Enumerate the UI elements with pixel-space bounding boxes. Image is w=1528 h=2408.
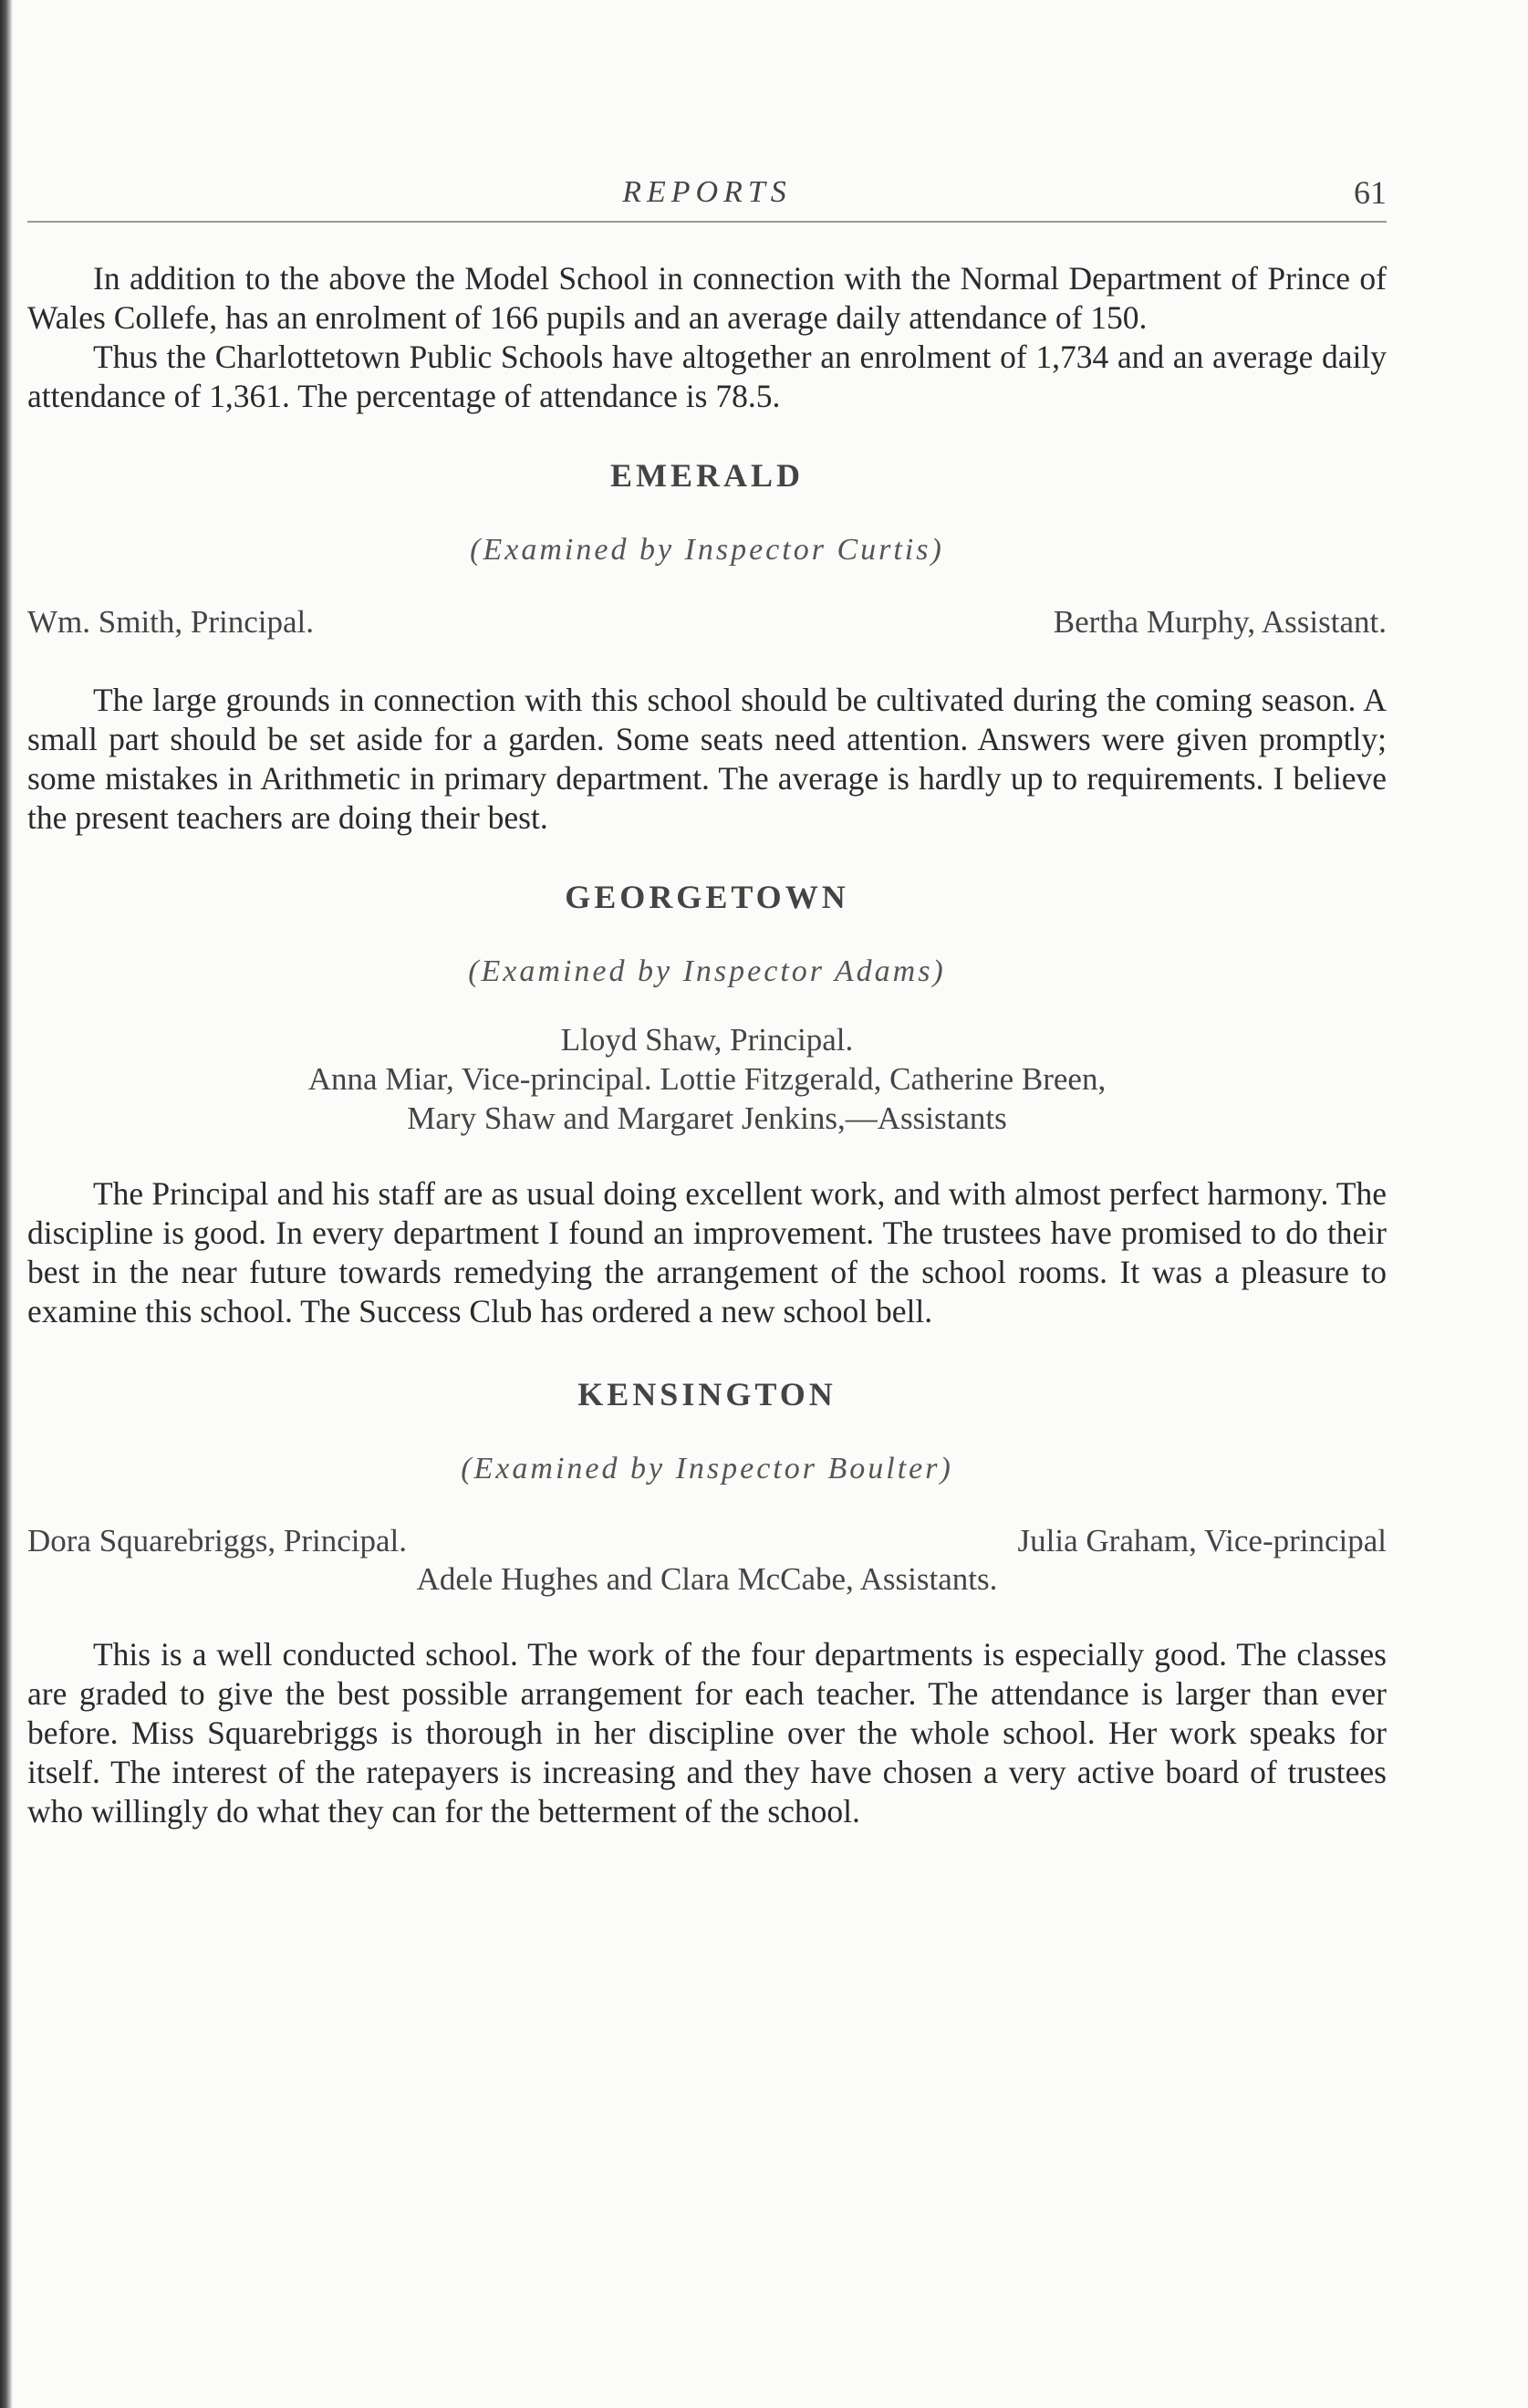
section-body: This is a well conducted school. The work of the four departments is especially good. The classes are graded to give the best possible arrangement for each teacher. The attendance is larger than ever before. Miss Squarebriggs is thorough in her discipline over the whole school. Her work speaks for itself. The interest of the ratepayers is increasing and they have chosen a very active board of trustees who willingly do what they can for the betterment of the school. <box>27 1636 1387 1829</box>
section-title: EMERALD <box>609 457 804 494</box>
staff-list <box>27 1020 1387 1138</box>
staff-list <box>27 1523 1387 1559</box>
section-georgetown <box>27 878 1387 1331</box>
section-title: KENSINGTON <box>577 1376 837 1412</box>
staff-line: Mary Shaw and Margaret Jenkins,—Assistants <box>407 1100 1007 1136</box>
staff-principal: Wm. Smith, Principal. <box>27 604 315 640</box>
staff-assistants: Adele Hughes and Clara McCabe, Assistants. <box>416 1561 998 1597</box>
staff-principal: Dora Squarebriggs, Principal. <box>27 1523 408 1558</box>
section-emerald <box>27 456 1387 838</box>
intro-paragraph: Thus the Charlottetown Public Schools have altogether an enrolment of 1,734 and an average daily attendance of 1,361. The percentage of attendance is 78.5. <box>27 339 1387 414</box>
section-kensington <box>27 1375 1387 1831</box>
staff-vice-principal: Julia Graham, Vice-principal <box>1017 1523 1387 1558</box>
section-body: The large grounds in connection with this school should be cultivated during the coming season. A small part should be set aside for a garden. Some seats need attention. Answers were given promptly; some mistakes in Arithmetic in primary department. The average is hardly up to requirements. I believe the present teachers are doing their best. <box>27 682 1387 836</box>
page-number: 61 <box>1354 174 1387 211</box>
running-title: REPORTS <box>622 175 792 209</box>
intro-paragraph: In addition to the above the Model School in connection with the Normal Department of Prince of Wales Collefe, has an enrolment of 166 pupils and an average daily attendance of 150. <box>27 260 1387 336</box>
staff-line: Lloyd Shaw, Principal. <box>560 1022 854 1058</box>
page-binding-edge <box>0 0 13 2408</box>
staff-list <box>27 604 1387 641</box>
running-header <box>27 155 1387 223</box>
book-page <box>27 155 1387 1831</box>
staff-line: Anna Miar, Vice-principal. Lottie Fitzgerald, Catherine Breen, <box>307 1061 1107 1097</box>
examiner-line: (Examined by Inspector Curtis) <box>470 533 944 567</box>
staff-assistant: Bertha Murphy, Assistant. <box>1053 604 1387 640</box>
examiner-line: (Examined by Inspector Boulter) <box>461 1452 953 1485</box>
section-body: The Principal and his staff are as usual doing excellent work, and with almost perfect harmony. The discipline is good. In every department I found an improvement. The trustees have promised to do their best in the near future towards remedying the arrangement of the school rooms. It was a pleasure to examine this school. The Success Club has ordered a new school bell. <box>27 1175 1387 1329</box>
section-title: GEORGETOWN <box>565 879 849 915</box>
intro-section <box>27 259 1387 416</box>
examiner-line: (Examined by Inspector Adams) <box>468 954 946 988</box>
